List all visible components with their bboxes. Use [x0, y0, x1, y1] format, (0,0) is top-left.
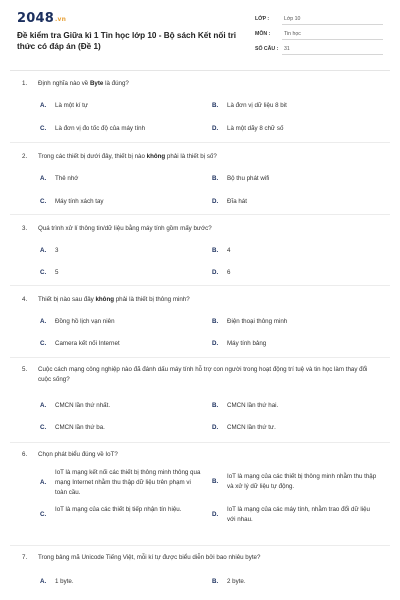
question-separator [10, 545, 390, 546]
header-divider [10, 70, 390, 71]
quiz-page: 2048.vn Đề kiểm tra Giữa kì 1 Tin học lớp 10 - Bộ sách Kết nối tri thức có đáp án (Đề 1) LỚP : Lớp 10 MÔN : Tin học SỐ CÂU : 31 1. Định nghĩa nào về Byte là đúng? A. Là một kí tự B. Là đơn vị dữ liệu 8 bit C. Là đơn vị đo tốc độ của máy tính D. Là một dãy 8 chữ số 2. Trong các thiết bị dưới đây, thiết bị nào không phải là thiết bị số? A. Thẻ nhớ B. Bộ thu phát wifi C. Máy tính xách tay D. Đĩa hát 3. Quá trình xử lí thông tin/dữ liệu bằng máy tính gồm mấy bước? A. 3 B. 4 C. 5 D. 6 4. Thiết bị nào sau đây không phải là thiết bị thông minh? A. Đồng hồ lịch vạn niên B. Điện thoại thông minh C. Camera kết nối Internet D. Máy tính bảng 5. Cuộc cách mạng công nghiệp nào đã đánh dấu máy tính hỗ trợ con người trong hoạt động trí tuệ và tin học làm thay đổi cuộc sống? A. CMCN lần thứ nhất. B. CMCN lần thứ hai. C. CMCN lần thứ ba. D. CMCN lần thứ tư. 6. Chọn phát biểu đúng về IoT? A. IoT là mạng kết nối các thiết bị thông minh thông qua mạng Internet nhằm thu thập dữ liệu trên phạm vi toàn cầu. B. IoT là mạng của các thiết bị thông minh nhằm thu thập và xử lý dữ liệu tự động. C. IoT là mạng của các thiết bị tiếp nhận tín hiệu. D. IoT là mạng của các máy tính, nhằm trao đổi dữ liệu với nhau. 7. Trong bảng mã Unicode Tiếng Việt, mỗi kí tự được biểu diễn bởi bao nhiêu byte? A. 1 byte. B. 2 byte. [0, 0, 400, 600]
question-separator [10, 214, 390, 215]
meta-subject: MÔN : Tin học [255, 29, 383, 44]
meta-class: LỚP : Lớp 10 [255, 14, 383, 29]
question-separator [10, 285, 390, 286]
site-logo[interactable]: 2048.vn [17, 11, 67, 26]
quiz-meta [255, 14, 383, 59]
question-separator [10, 442, 390, 443]
page-title: Đề kiểm tra Giữa kì 1 Tin học lớp 10 - Bộ sách Kết nối tri thức có đáp án (Đề 1) [17, 31, 237, 51]
meta-question-count: SỐ CÂU : 31 [255, 44, 383, 59]
question-separator [10, 357, 390, 358]
question-separator [10, 142, 390, 143]
page-header [0, 0, 400, 66]
